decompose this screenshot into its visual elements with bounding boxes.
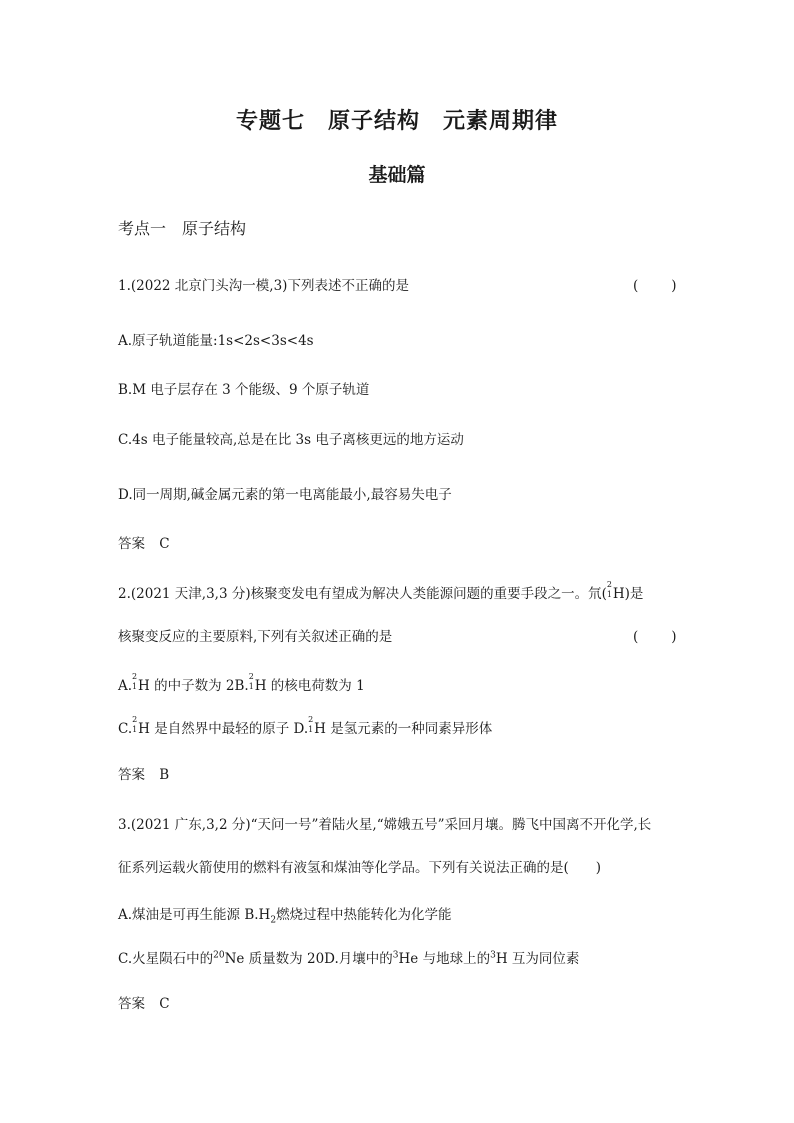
page-subtitle: 基础篇 <box>368 164 426 186</box>
isotope-symbol: 2 1 <box>248 672 254 691</box>
q2-answer <box>118 763 169 783</box>
answer-label: 答案 <box>118 996 145 1012</box>
answer-label: 答案 <box>118 767 145 783</box>
q2-stem-line2: 核聚变反应的主要原料,下列有关叙述正确的是 <box>118 629 393 645</box>
q3-stem-line2: 征系列运载火箭使用的燃料有液氢和煤油等化学品。下列有关说法正确的是( ) <box>118 860 602 876</box>
q3-answer <box>118 992 170 1012</box>
page-title: 专题七 原子结构 元素周期律 <box>235 109 558 134</box>
answer-label: 答案 <box>118 536 145 552</box>
q1-option-b: B.M 电子层存在 3 个能级、9 个原子轨道 <box>118 382 370 398</box>
q2-answer-blank: ( ) <box>633 629 679 645</box>
q1-option-a: A.原子轨道能量:1s<2s<3s<4s <box>118 333 314 349</box>
section-heading: 考点一 原子结构 <box>118 219 247 238</box>
q2-options-cd: C. 2 1 H 是自然界中最轻的原子 D. 2 1 H 是氢元素的一种同素异形体 <box>118 715 493 737</box>
q2-options-ab: A. 2 1 H 的中子数为 2B. 2 1 H 的核电荷数为 1 <box>118 672 365 694</box>
isotope-symbol: 2 1 <box>308 715 314 734</box>
q3-stem-line1: 3.(2021 广东,3,2 分)“天问一号”着陆火星,“嫦娥五号”采回月壤。腾飞中国离不开化学,长 <box>118 817 652 833</box>
q1-option-d: D.同一周期,碱金属元素的第一电离能最小,最容易失电子 <box>118 487 452 503</box>
isotope-symbol: 2 1 <box>606 580 612 599</box>
answer-value: C <box>159 536 170 552</box>
q1-stem: 1.(2022 北京门头沟一模,3)下列表述不正确的是 <box>118 278 409 294</box>
isotope-symbol: 2 1 <box>132 672 138 691</box>
q1-option-c: C.4s 电子能量较高,总是在比 3s 电子离核更远的地方运动 <box>118 432 464 448</box>
q3-options-cd: C.火星陨石中的$^{20}$Ne 质量数为 20D.月壤中的$^3$He 与地球上的$^3$H 互为同位素 <box>118 950 580 967</box>
isotope-symbol: 2 1 <box>132 715 138 734</box>
q3-options-ab: A.煤油是可再生能源 $B.H_2$燃烧过程中热能转化为化学能 <box>118 907 452 926</box>
q2-stem-line1: 2.(2021 天津,3,3 分)核聚变发电有望成为解决人类能源问题的重要手段之一。氘( 2 1 H)是 <box>118 580 644 602</box>
q1-answer-blank: ( ) <box>633 278 679 294</box>
answer-value: C <box>159 996 170 1012</box>
q1-answer <box>118 532 170 552</box>
answer-value: B <box>159 767 170 783</box>
